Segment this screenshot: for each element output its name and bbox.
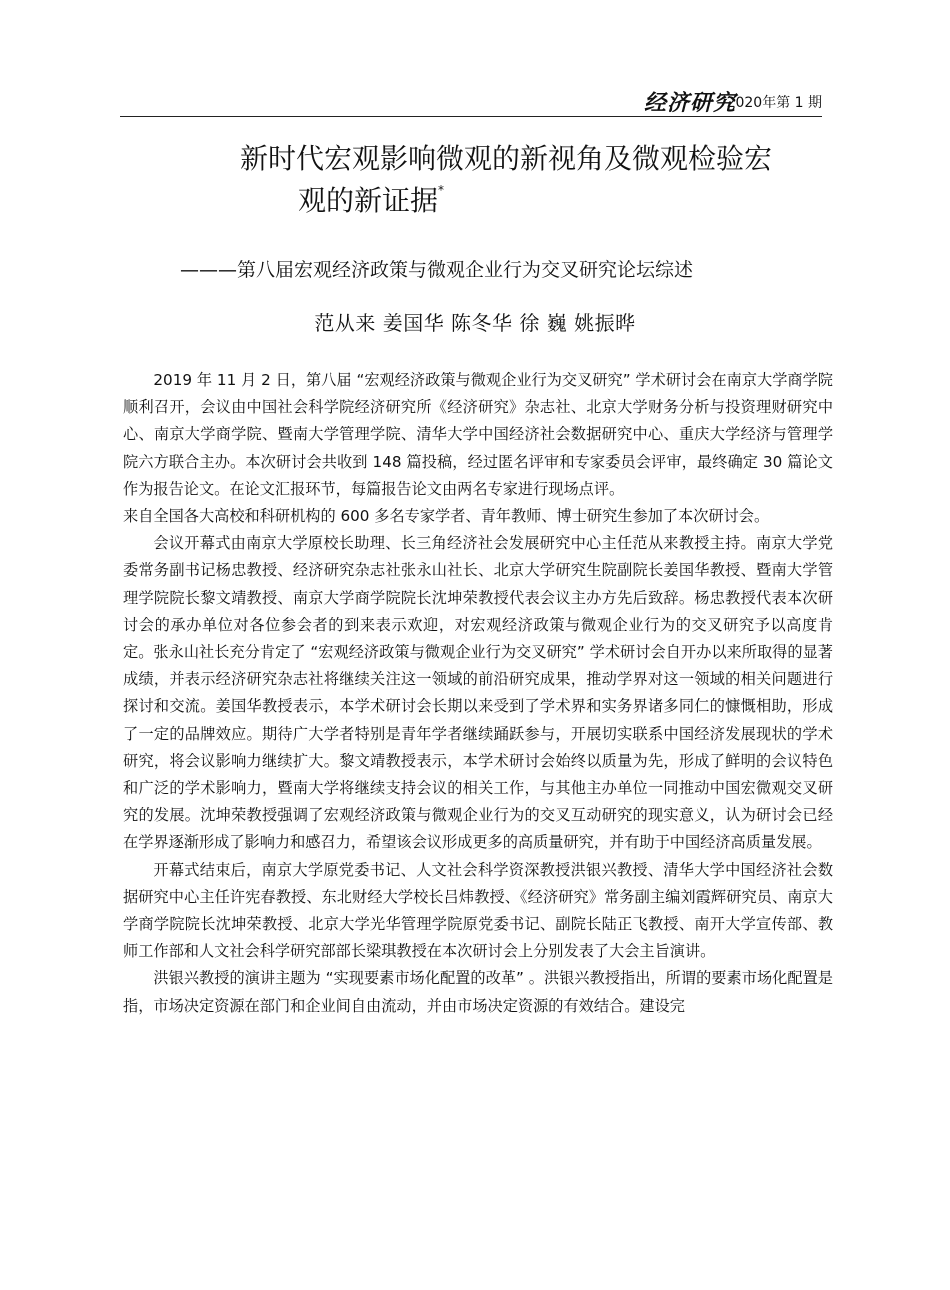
paragraph: 会议开幕式由南京大学原校长助理、长三角经济社会发展研究中心主任范从来教授主持。南京大学党委常务副书记杨忠教授、经济研究杂志社张永山社长、北京大学研究生院副院长姜国华教授、暨南大学管理学院院长黎文靖教授、南京大学商学院院长沈坤荣教授代表会议主办方先后致辞。杨忠教授代表本次研讨会的承办单位对各位参会者的到来表示欢迎，对宏观经济政策与微观企业行为的交叉研究予以高度肯定。张永山社长充分肯定了 “宏观经济政策与微观企业行为交叉研究” 学术研讨会自开办以来所取得的显著成绩，并表示经济研究杂志社将继续关注这一领域的前沿研究成果，推动学界对这一领域的相关问题进行探讨和交流。姜国华教授表示，本学术研讨会长期以来受到了学术界和实务界诸多同仁的慷慨相助，形成了一定的品牌效应。期待广大学者特别是青年学者继续踊跃参与，开展切实联系中国经济发展现状的学术研究，将会议影响力继续扩大。黎文靖教授表示，本学术研讨会始终以质量为先，形成了鲜明的会议特色和广泛的学术影响力，暨南大学将继续支持会议的相关工作，与其他主办单位一同推动中国宏微观交叉研究的发展。沈坤荣教授强调了宏观经济政策与微观企业行为的交叉互动研究的现实意义，认为研讨会已经在学界逐渐形成了影响力和感召力，希望该会议形成更多的高质量研究，并有助于中国经济高质量发展。 xyxy=(123,534,833,852)
title-line-2: 观的新证据* xyxy=(298,183,445,217)
paragraph: 来自全国各大高校和科研机构的 600 多名专家学者、青年教师、博士研究生参加了本次研讨会。 xyxy=(123,507,770,526)
footnote-mark: * xyxy=(438,183,445,197)
paragraph: 开幕式结束后，南京大学原党委书记、人文社会科学资深教授洪银兴教授、清华大学中国经济社会数据研究中心主任许宪春教授、东北财经大学校长吕炜教授、《经济研究》常务副主编刘霞辉研究员、南京大学商学院院长沈坤荣教授、北京大学光华管理学院原党委书记、副院长陆正飞教授、南开大学宣传部、教师工作部和人文社会科学研究部部长梁琪教授在本次研讨会上分别发表了大会主旨演讲。 xyxy=(123,860,833,961)
page-header xyxy=(120,86,822,117)
author-list: 范从来 姜国华 陈冬华 徐 巍 姚振晔 xyxy=(314,311,636,335)
article-subtitle: ———第八届宏观经济政策与微观企业行为交叉研究论坛综述 xyxy=(180,259,694,281)
journal-logo: 经济研究 xyxy=(643,90,736,116)
title-line-1: 新时代宏观影响微观的新视角及微观检验宏 xyxy=(240,142,773,175)
article-title xyxy=(240,138,840,222)
paragraph: 2019 年 11 月 2 日，第八届 “宏观经济政策与微观企业行为交叉研究” 学术研讨会在南京大学商学院顺利召开，会议由中国社会科学院经济研究所《经济研究》杂志社、北京大学财务分析与投资理财研究中心、南京大学商学院、暨南大学管理学院、清华大学中国经济社会数据研究中心、重庆大学经济与管理学院六方联合主办。本次研讨会共收到 148 篇投稿，经过匿名评审和专家委员会评审，最终确定 30 篇论文作为报告论文。在论文汇报环节，每篇报告论文由两名专家进行现场点评。 xyxy=(123,371,833,498)
paragraph: 洪银兴教授的演讲主题为 “实现要素市场化配置的改革” 。洪银兴教授指出，所谓的要素市场化配置是指，市场决定资源在部门和企业间自由流动，并由市场决定资源的有效结合。建设完 xyxy=(123,969,833,1015)
article-body xyxy=(123,367,833,1020)
issue-number: 2020年第 1 期 xyxy=(726,95,822,111)
